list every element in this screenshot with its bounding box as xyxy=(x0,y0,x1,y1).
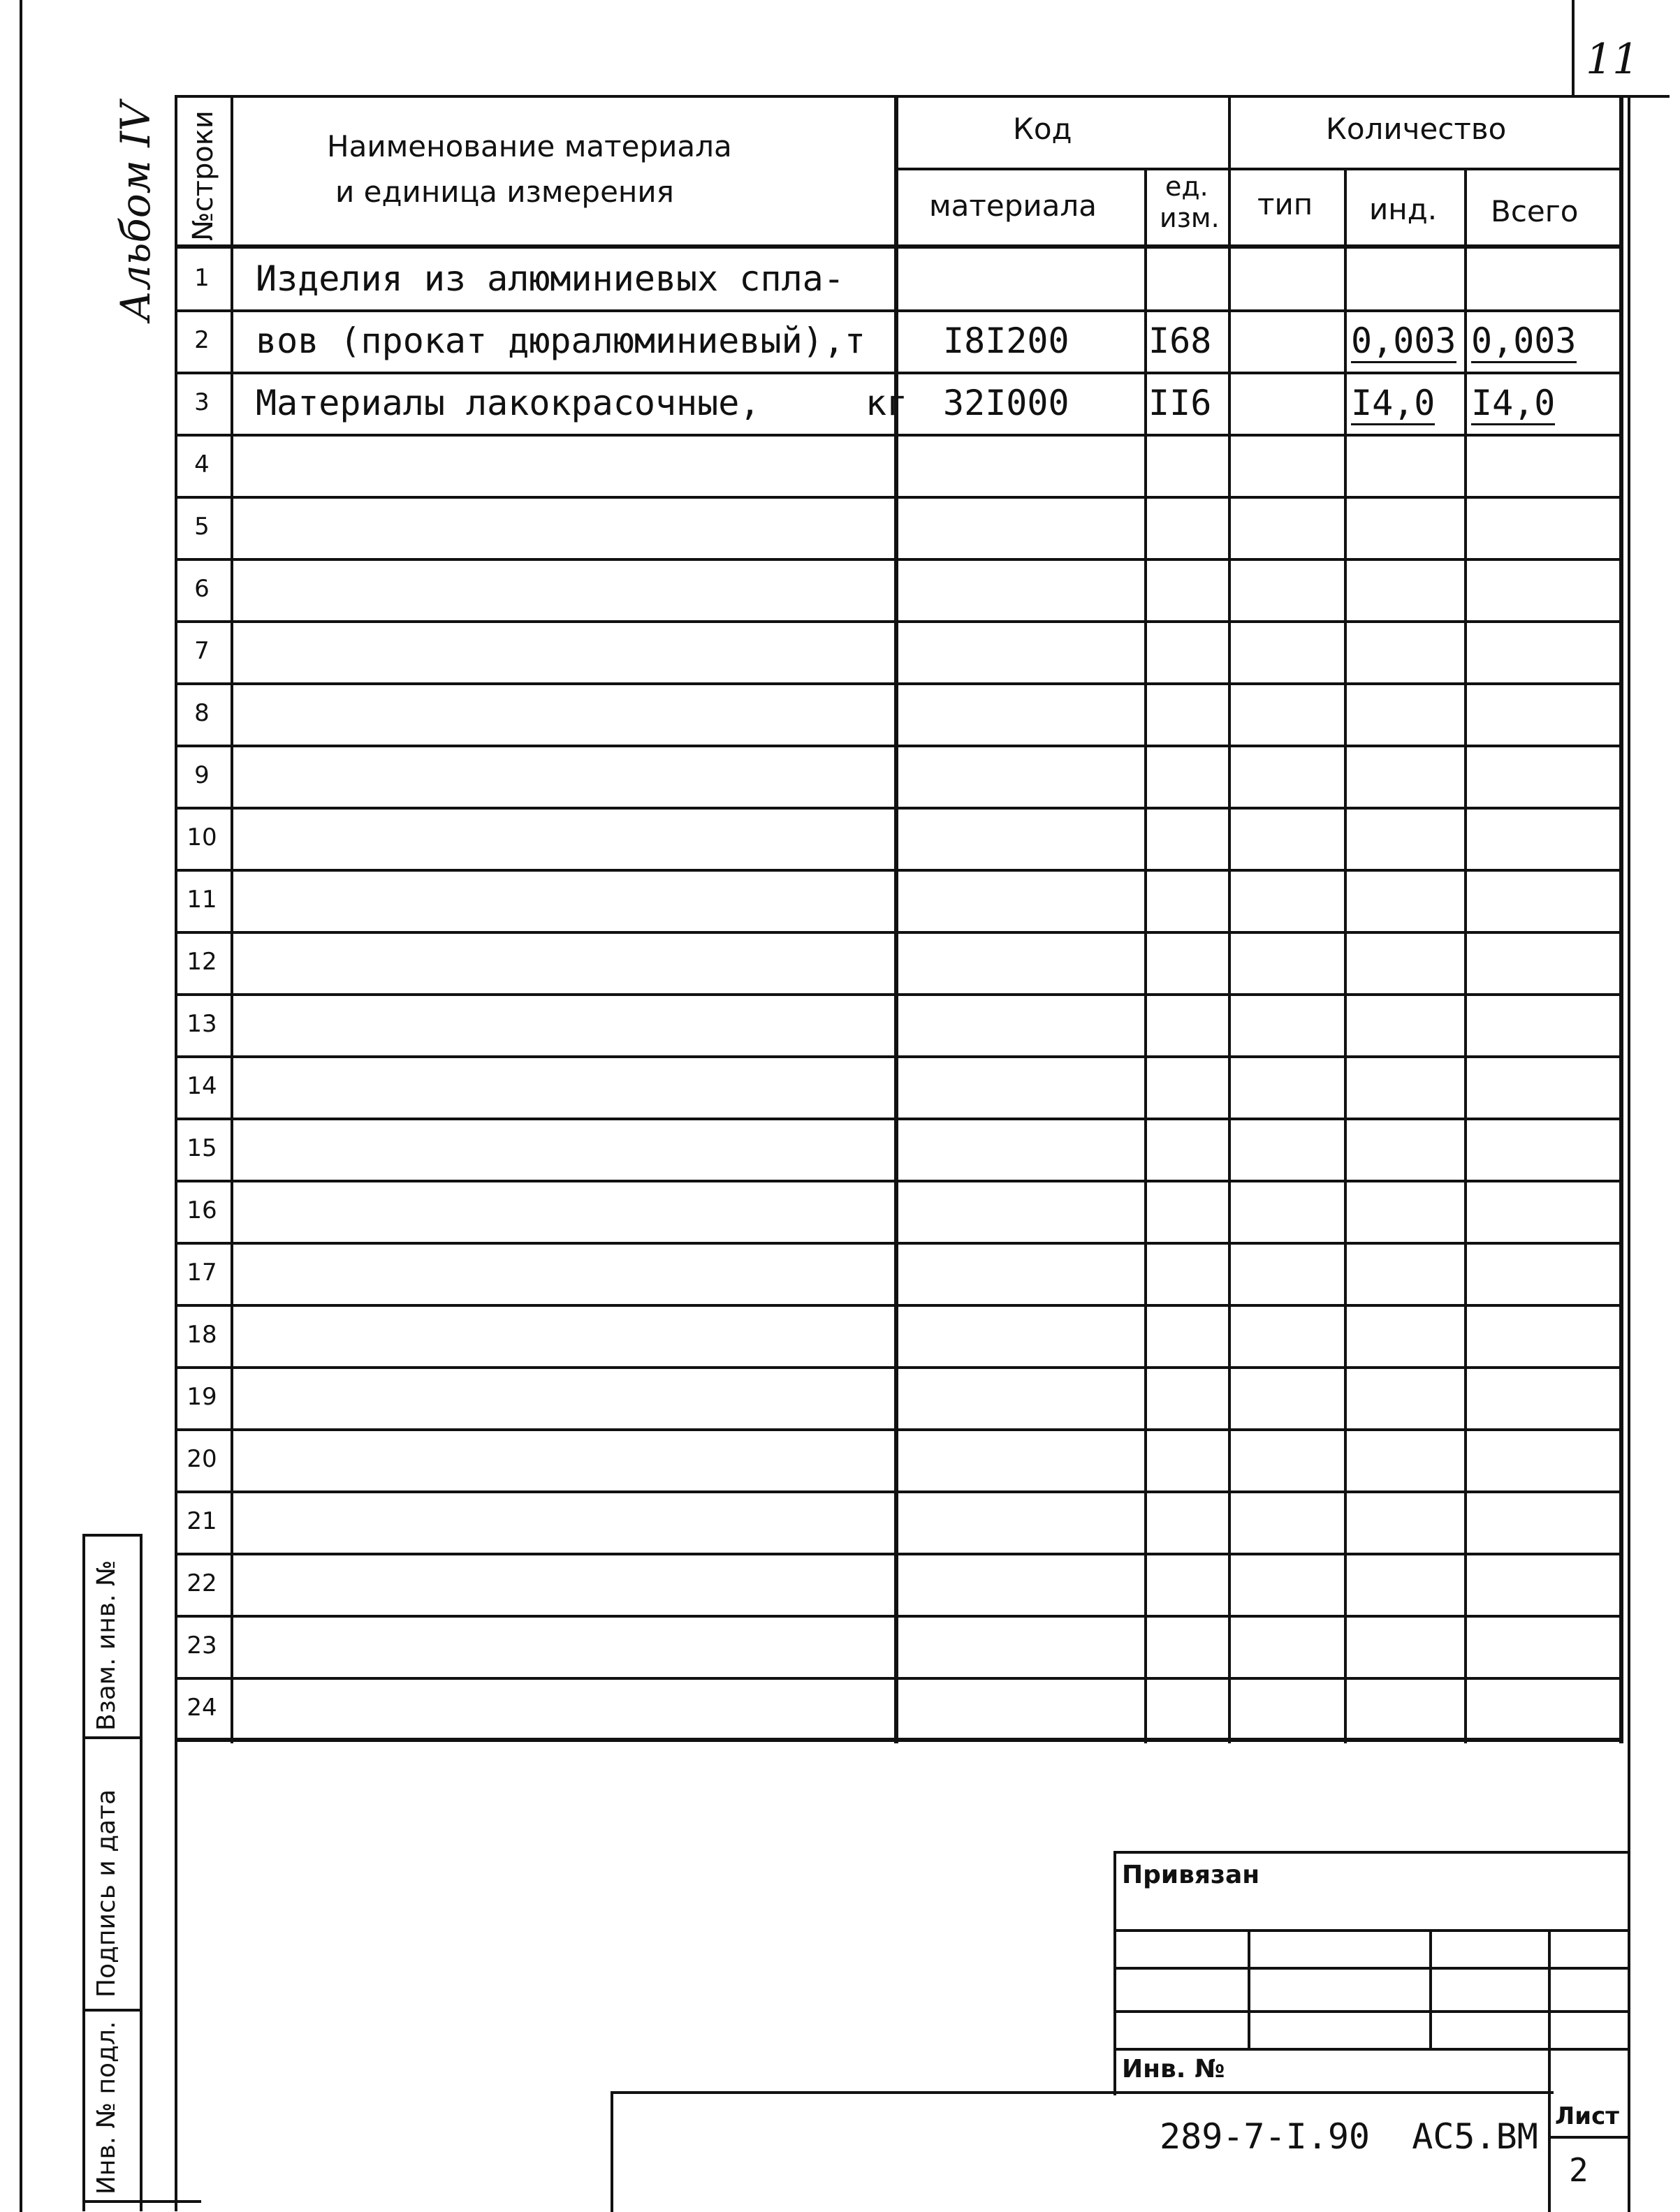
row-number: 19 xyxy=(187,1383,217,1411)
side-stamp-left xyxy=(82,1534,85,2211)
row-number: 3 xyxy=(194,388,210,416)
row-number: 23 xyxy=(187,1632,217,1660)
row-divider xyxy=(177,558,1622,561)
row-number: 24 xyxy=(187,1694,217,1722)
tb-sheet-divider xyxy=(1548,2136,1628,2139)
row-number: 21 xyxy=(187,1507,217,1535)
col-line-6 xyxy=(1464,168,1467,1743)
header-qty-total: Всего xyxy=(1491,194,1579,228)
cell-name: Материалы лакокрасочные, кг xyxy=(256,383,908,423)
header-unit-line2: изм. xyxy=(1160,203,1220,233)
header-quantity: Количество xyxy=(1326,112,1507,146)
row-number: 8 xyxy=(194,699,210,727)
row-divider xyxy=(177,1242,1622,1245)
cell-name: Изделия из алюминиевых спла- xyxy=(256,258,845,299)
tb-sheet-label: Лист xyxy=(1555,2102,1619,2130)
cell-unit: II6 xyxy=(1148,383,1212,423)
row-number: 22 xyxy=(187,1569,217,1597)
tb-main-left xyxy=(611,2091,613,2212)
row-number: 1 xyxy=(194,264,210,292)
header-qty-ind: инд. xyxy=(1369,192,1438,226)
header-sub-line xyxy=(894,168,1622,170)
cell-total: I4,0 xyxy=(1471,383,1555,425)
row-divider xyxy=(177,1615,1622,1618)
frame-right xyxy=(1628,96,1630,2212)
tb-col2 xyxy=(1429,1929,1432,2049)
cell-code: 32I000 xyxy=(943,383,1069,423)
row-divider xyxy=(177,1490,1622,1493)
row-number: 2 xyxy=(194,326,210,354)
row-divider xyxy=(177,620,1622,623)
row-divider xyxy=(177,496,1622,499)
cell-ind: I4,0 xyxy=(1351,383,1435,425)
row-number: 7 xyxy=(194,637,210,665)
row-divider xyxy=(177,1553,1622,1555)
col-line-1 xyxy=(231,95,233,1743)
header-row-no: №строки xyxy=(187,110,219,241)
side-stamp-vzam: Взам. инв. № xyxy=(92,1560,121,1731)
cell-ind: 0,003 xyxy=(1351,321,1456,363)
row-number: 5 xyxy=(194,513,210,541)
col-line-5 xyxy=(1344,168,1347,1743)
tb-col3 xyxy=(1548,1929,1551,2212)
row-divider xyxy=(177,1366,1622,1369)
row-number: 12 xyxy=(187,948,217,976)
row-divider xyxy=(177,745,1622,747)
header-code: Код xyxy=(1013,112,1072,146)
row-divider xyxy=(177,1304,1622,1307)
row-divider xyxy=(177,309,1622,312)
row-divider xyxy=(177,993,1622,996)
tb-inv-no: Инв. № xyxy=(1122,2055,1225,2083)
row-divider xyxy=(177,1118,1622,1120)
cell-unit: I68 xyxy=(1148,321,1212,361)
row-number: 15 xyxy=(187,1134,217,1162)
row-divider xyxy=(177,434,1622,437)
album-note: Альбом IV xyxy=(112,101,159,321)
cell-total: 0,003 xyxy=(1471,321,1577,363)
page-number: 11 xyxy=(1586,35,1639,84)
row-number: 18 xyxy=(187,1321,217,1349)
side-stamp-div1 xyxy=(82,1736,143,1739)
row-number: 4 xyxy=(194,451,210,478)
table-bottom-line xyxy=(175,1738,1623,1742)
header-code-material: материала xyxy=(929,189,1097,223)
tb-main-top xyxy=(611,2091,1554,2094)
row-number: 9 xyxy=(194,761,210,789)
header-name-line1: Наименование материала xyxy=(327,129,732,163)
row-divider xyxy=(177,1180,1622,1182)
row-number: 14 xyxy=(187,1072,217,1100)
row-divider xyxy=(177,1055,1622,1058)
frame-left xyxy=(20,0,22,2212)
row-number: 6 xyxy=(194,575,210,603)
tb-doc-code: 289-7-I.90 АС5.ВМ xyxy=(1160,2116,1538,2157)
col-line-4 xyxy=(1228,95,1231,1743)
header-unit-line1: ед. xyxy=(1165,171,1208,202)
side-stamp-podpis: Подпись и дата xyxy=(92,1789,121,1998)
row-divider xyxy=(177,931,1622,934)
side-stamp-top xyxy=(82,1534,143,1537)
row-divider xyxy=(177,869,1622,872)
row-divider xyxy=(177,807,1622,810)
col-line-7 xyxy=(1619,95,1623,1743)
row-divider xyxy=(177,1677,1622,1680)
header-bottom-line xyxy=(175,244,1622,249)
row-divider xyxy=(177,372,1622,374)
side-stamp-right xyxy=(140,1534,143,2211)
page-number-box-bottom xyxy=(175,95,1670,98)
header-name-line2: и единица измерения xyxy=(335,175,674,209)
header-qty-type: тип xyxy=(1257,187,1313,221)
tb-sheet-no: 2 xyxy=(1569,2151,1588,2189)
tb-privyazan-top xyxy=(1113,1851,1628,1854)
row-number: 16 xyxy=(187,1196,217,1224)
side-stamp-div2 xyxy=(82,2009,143,2012)
cell-name: вов (прокат дюралюминиевый),т xyxy=(256,321,865,361)
row-divider xyxy=(177,1428,1622,1431)
tb-left xyxy=(1113,1851,1116,2095)
row-number: 17 xyxy=(187,1259,217,1287)
side-stamp-inv-podl: Инв. № подл. xyxy=(92,2021,121,2195)
page-number-box-left xyxy=(1572,0,1575,98)
tb-col1 xyxy=(1248,1929,1250,2049)
col-line-2 xyxy=(894,95,898,1743)
row-number: 11 xyxy=(187,886,217,914)
tb-privyazan: Привязан xyxy=(1122,1861,1260,1889)
row-number: 10 xyxy=(187,823,217,851)
cell-code: I8I200 xyxy=(943,321,1069,361)
side-stamp-bottom xyxy=(82,2200,201,2203)
row-divider xyxy=(177,682,1622,685)
col-line-3 xyxy=(1144,168,1147,1743)
row-number: 20 xyxy=(187,1445,217,1473)
row-number: 13 xyxy=(187,1010,217,1038)
